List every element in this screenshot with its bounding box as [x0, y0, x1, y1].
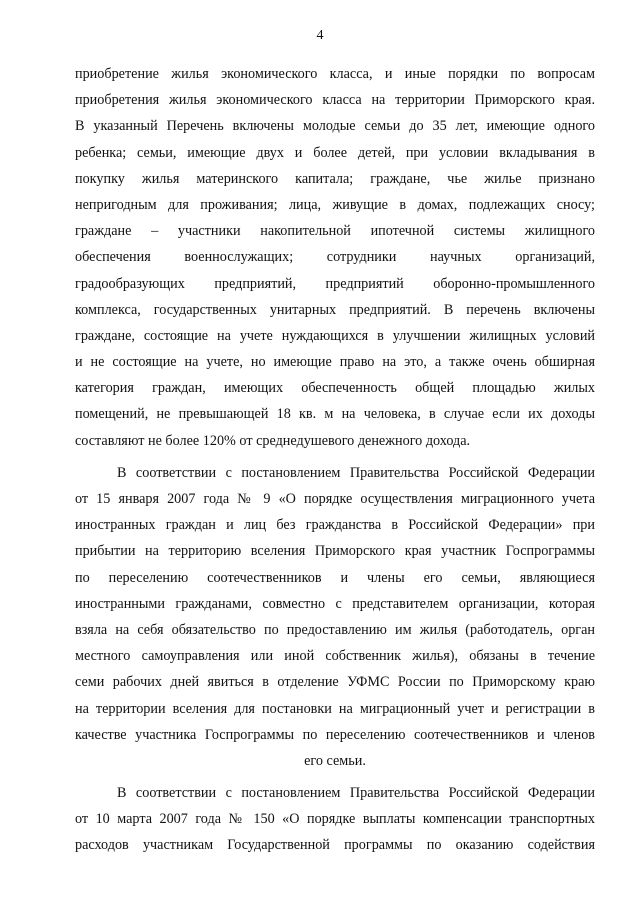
text-line: составляют не более 120% от среднедушевого денежного дохода. — [75, 432, 471, 449]
paragraph-2 — [75, 460, 595, 774]
text-line: иностранных граждан и лиц без гражданства в Российской Федерации» при — [75, 517, 595, 534]
text-line: его семьи. — [304, 752, 366, 769]
text-line: и не состоящие на учете, но имеющие право на это, а также очень обширная — [75, 354, 595, 371]
text-line: местного самоуправления или иной собственник жилья), обязаны в течение — [75, 648, 595, 665]
text-line: комплекса, государственных унитарных предприятий. В перечень включены — [75, 301, 595, 318]
text-line: ребенка; семьи, имеющие двух и более детей, при условии вкладывания в — [75, 144, 595, 161]
text-line: граждане – участники накопительной ипотечной системы жилищного — [75, 223, 595, 240]
text-line: на территории вселения для постановки на миграционный учет и регистрации в — [75, 700, 595, 717]
text-line: расходов участникам Государственной программы по оказанию содействия — [75, 837, 595, 854]
text-line: иностранными гражданами, совместно с представителем организации, которая — [75, 595, 595, 612]
text-line: В указанный Перечень включены молодые семьи до 35 лет, имеющие одного — [75, 118, 595, 135]
text-line: от 10 марта 2007 года № 150 «О порядке выплаты компенсации транспортных — [75, 811, 595, 828]
text-line: покупку жилья материнского капитала; граждане, чье жилье признано — [75, 170, 595, 187]
text-line: обеспечения военнослужащих; сотрудники научных организаций, — [75, 249, 595, 266]
text-line: приобретения жилья экономического класса на территории Приморского края. — [75, 92, 595, 109]
text-line: приобретение жилья экономического класса, и иные порядки по вопросам — [75, 66, 595, 82]
text-line: помещений, не превышающей 18 кв. м на человека, в случае если их доходы — [75, 406, 595, 423]
text-line: взяла на себя обязательство по предоставлению им жилья (работодатель, орган — [75, 621, 595, 638]
text-line: непригодным для проживания; лица, живущие в домах, подлежащих сносу; — [75, 196, 595, 213]
text-line: граждане, состоящие на учете нуждающихся в улучшении жилищных условий — [75, 327, 595, 344]
document-body — [75, 61, 595, 865]
text-line: прибытии на территорию вселения Приморского края участник Госпрограммы — [75, 543, 595, 560]
text-line: от 15 января 2007 года № 9 «О порядке осуществления миграционного учета — [75, 491, 595, 507]
text-line: В соответствии с постановлением Правительства Российской Федерации — [117, 464, 595, 481]
paragraph-3 — [75, 780, 595, 859]
text-line: семи рабочих дней явиться в отделение УФМС России по Приморскому краю — [75, 674, 595, 691]
text-line: качестве участника Госпрограммы по переселению соотечественников и членов — [75, 726, 595, 743]
text-line: В соответствии с постановлением Правительства Российской Федерации — [117, 785, 595, 802]
page-number: 4 — [316, 28, 324, 43]
text-line: градообразующих предприятий, предприятий оборонно-промышленного — [75, 275, 595, 292]
text-line: по переселению соотечественников и члены его семьи, являющиеся — [75, 569, 595, 586]
paragraph-1 — [75, 61, 595, 454]
text-line: категория граждан, имеющих обеспеченность общей площадью жилых — [75, 380, 595, 397]
